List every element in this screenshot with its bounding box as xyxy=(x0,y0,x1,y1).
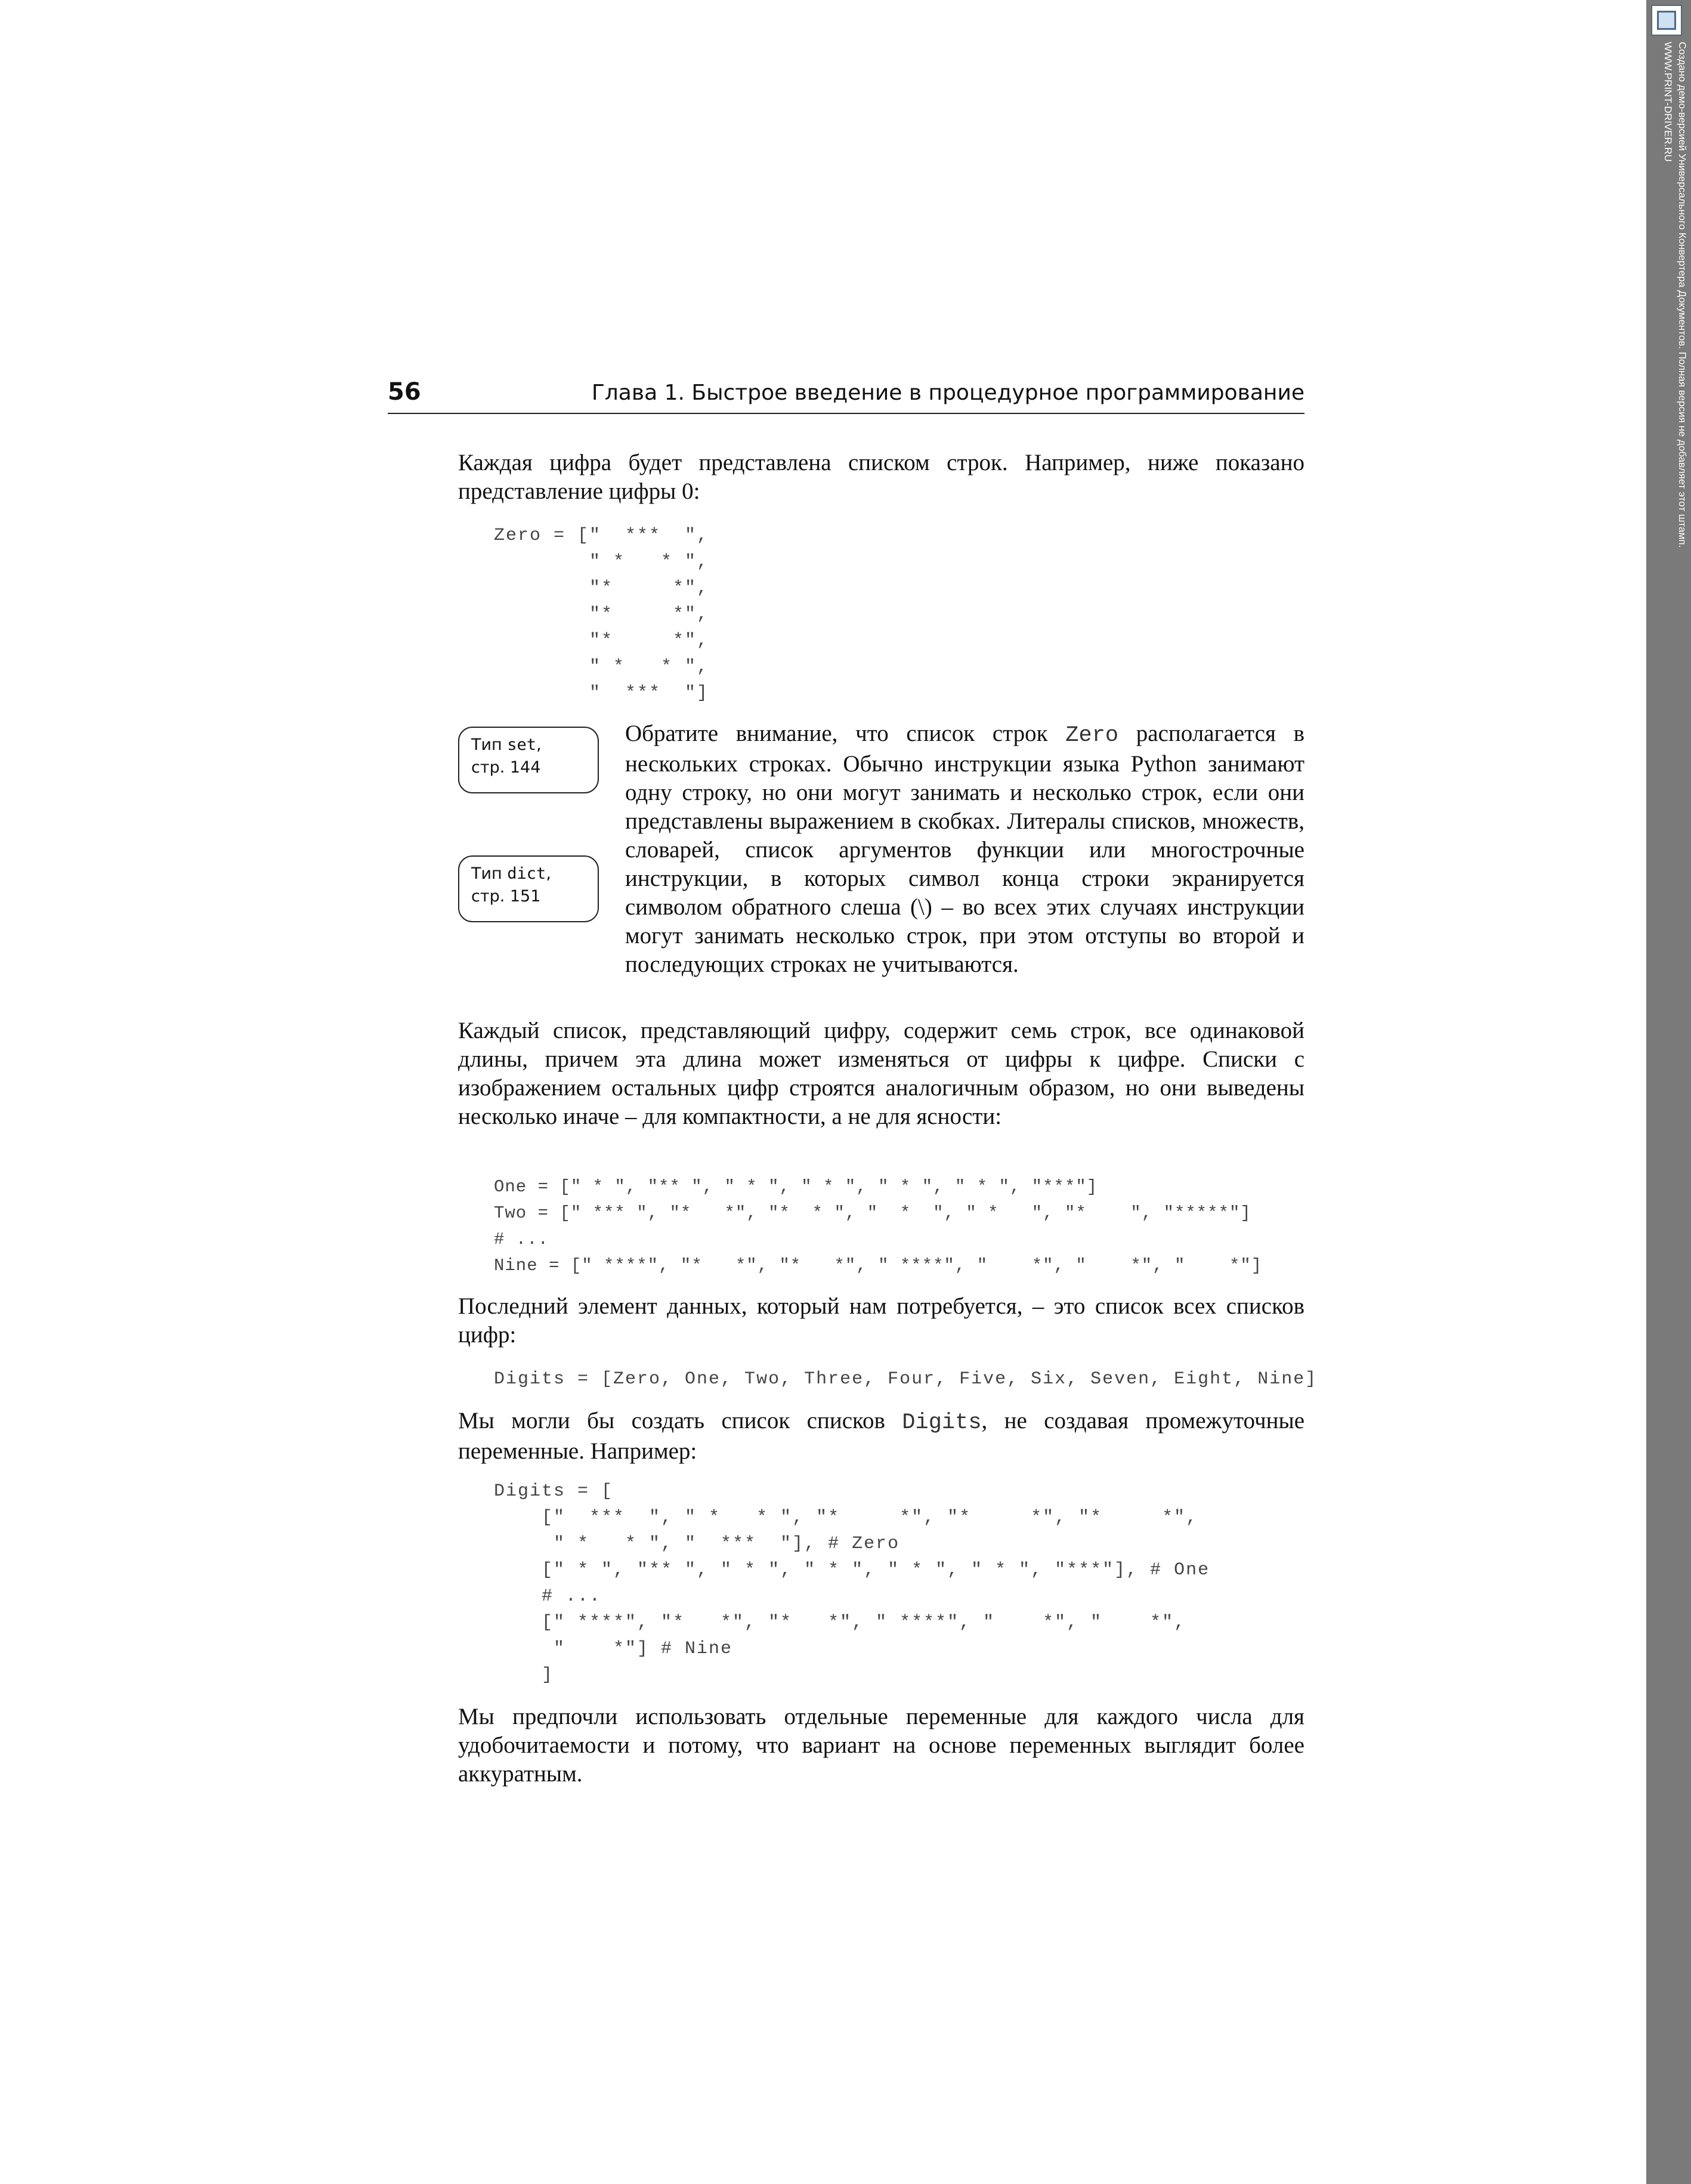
code-digit-lists: One = [" * ", "** ", " * ", " * ", " * ", " * ", "***"] Two = [" *** ", "* *", "* * ", " * ", " * ", "* ", "*****"] # ... Nine = [" ****", "* *", "* *", " ****", " *", " *", " *"] xyxy=(494,1177,1263,1275)
code-digits-nested: Digits = [ [" *** ", " * * ", "* *", "* *", "* *", " * * ", " *** "], # Zero [" * ", "** ", " * ", " * ", " * ", " * ", "***"], # One # ... [" ****", "* *", "* *", " ****", " *", " *", " *"] # Nine ] xyxy=(494,1481,1210,1685)
watermark-line-1: Создано демо-версией Универсального Конвертера Документов. Полная версия не добавляет этот штамп. xyxy=(1677,42,1688,548)
paragraph-1: Каждая цифра будет представлена списком строк. Например, ниже показано представление цифры 0: xyxy=(458,450,1304,504)
code-zero: Zero = [" *** ", " * * ", "* *", "* *", "* *", " * * ", " *** "] xyxy=(494,526,709,703)
note-set-label: Тип xyxy=(471,736,508,754)
note-dict-suffix: , xyxy=(546,864,551,883)
watermark-text xyxy=(1661,42,1689,548)
margin-note-set xyxy=(458,727,599,793)
paragraph-3: Каждый список, представляющий цифру, содержит семь строк, все одинаковой длины, причем эта длина может изменяться от цифры к цифре. Списки с изображением остальных цифр строятся аналогичным образом, но они выведены несколько иначе – для компактности, а не для ясности: xyxy=(458,1018,1304,1129)
page-header xyxy=(388,377,1304,414)
inline-code-zero: Zero xyxy=(1065,723,1119,748)
paragraph-5 xyxy=(458,1407,1304,1466)
note-dict-code: dict xyxy=(507,864,546,883)
margin-note-dict xyxy=(458,855,599,922)
chapter-title: Глава 1. Быстрое введение в процедурное программирование xyxy=(591,381,1304,405)
paragraph-5-start: Мы могли бы создать список списков xyxy=(458,1408,902,1434)
paragraph-5-rest: , не создавая промежуточные переменные. Например: xyxy=(458,1408,1305,1464)
page-number: 56 xyxy=(388,378,421,406)
watermark-sidebar xyxy=(1646,0,1691,2184)
note-set-page: стр. 144 xyxy=(471,758,541,777)
note-set-suffix: , xyxy=(536,736,542,754)
paragraph-2 xyxy=(625,719,1304,979)
converter-logo-icon xyxy=(1651,5,1682,36)
watermark-line-2: WWW.PRINT-DRIVER.RU xyxy=(1662,42,1674,162)
inline-code-digits: Digits xyxy=(902,1410,982,1435)
note-dict-page: стр. 151 xyxy=(471,887,541,906)
note-set-code: set xyxy=(507,736,537,754)
paragraph-4: Последний элемент данных, который нам потребуется, – это список всех списков цифр: xyxy=(458,1293,1304,1348)
paragraph-2-rest: располагается в нескольких строках. Обычно инструкции языка Python занимают одну строку, но они могут занимать и несколько строк, если они представлены выражением в скобках. Литералы списков, множеств, словарей, список аргументов функции или многострочные инструкции, в которых символ конца строки экранируется символом обратного слеша (\) – во всех этих случаях инструкции могут занимать несколько строк, при этом отступы во второй и последующих строках не учитываются. xyxy=(625,721,1304,977)
code-digits-list: Digits = [Zero, One, Two, Three, Four, Five, Six, Seven, Eight, Nine] xyxy=(494,1369,1318,1389)
note-dict-label: Тип xyxy=(471,864,508,883)
paragraph-6: Мы предпочли использовать отдельные переменные для каждого числа для удобочитаемости и потому, что вариант на основе переменных выглядит более аккуратным. xyxy=(458,1704,1304,1787)
paragraph-2-start: Обратите внимание, что список строк xyxy=(625,721,1066,746)
